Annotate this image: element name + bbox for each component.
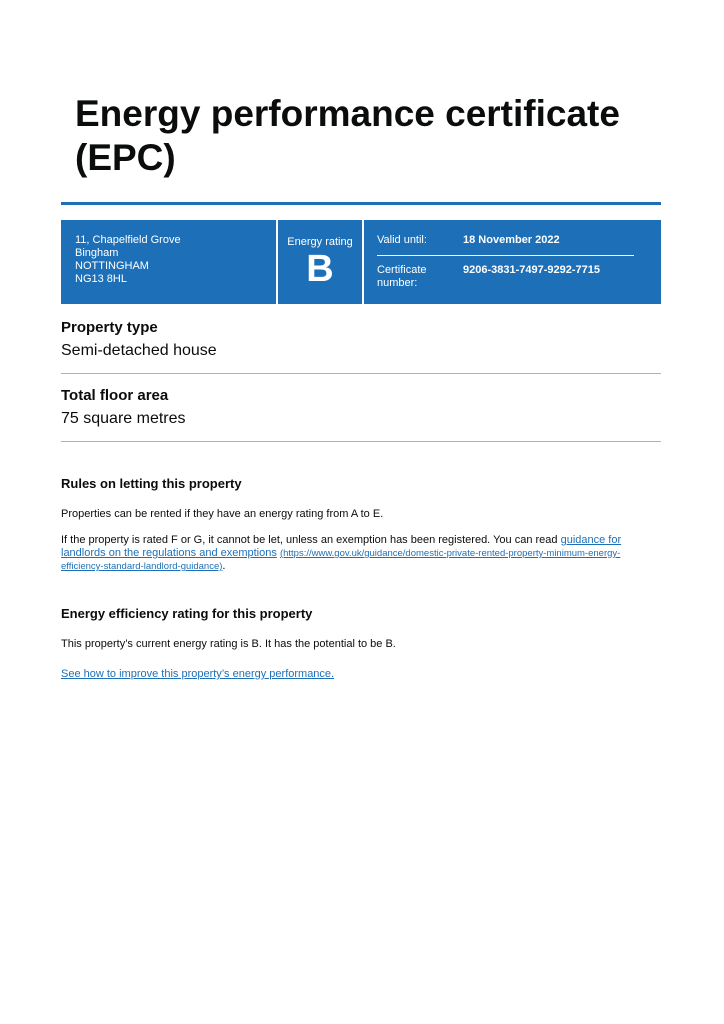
address-line-1: 11, Chapelfield Grove [75, 234, 181, 246]
energy-rating-label: Energy rating [287, 236, 353, 248]
letting-rules-paragraph: Properties can be rented if they have an energy rating from A to E. [61, 508, 384, 520]
energy-rating-letter: B [306, 248, 334, 290]
certificate-number-label: Certificate number: [377, 264, 427, 289]
improve-paragraph [61, 668, 661, 681]
address-line-4: NG13 8HL [75, 273, 127, 285]
address-line-3: NOTTINGHAM [75, 260, 149, 272]
section-divider [61, 373, 661, 374]
details-divider [377, 255, 634, 256]
valid-until-label: Valid until: [377, 234, 427, 246]
address-line-2: Bingham [75, 247, 119, 259]
certificate-details [364, 220, 661, 304]
summary-box [61, 220, 661, 304]
exemption-text: If the property is rated F or G, it cannot be let, unless an exemption has been registered. You can read [61, 534, 561, 546]
property-type-heading: Property type [61, 319, 158, 336]
valid-until-value: 18 November 2022 [463, 234, 560, 246]
floor-area-heading: Total floor area [61, 387, 169, 404]
efficiency-heading: Energy efficiency rating for this property [61, 606, 313, 621]
energy-rating-block [278, 220, 362, 304]
landlord-guidance-link[interactable]: guidance for landlords on the regulations and exemptions [61, 534, 622, 559]
property-type-value: Semi-detached house [61, 342, 217, 359]
floor-area-value: 75 square metres [61, 410, 186, 427]
exemption-text-end: . [222, 560, 226, 572]
certificate-number-value: 9206-3831-7497-9292-7715 [463, 264, 601, 276]
letting-rules-heading: Rules on letting this property [61, 476, 242, 491]
section-divider [61, 441, 661, 442]
efficiency-paragraph: This property’s current energy rating is B. It has the potential to be B. [61, 638, 396, 650]
title-divider [61, 202, 661, 205]
improve-performance-link[interactable]: See how to improve this property’s energy performance. [61, 668, 335, 680]
landlord-guidance-url[interactable]: (https://www.gov.uk/guidance/domestic-private-rented-property-minimum-energy-efficiency-standard-landlord-guidance) [61, 548, 621, 572]
exemption-paragraph [61, 534, 661, 573]
page-title: Energy performance certificate (EPC) [75, 93, 620, 178]
address-block [61, 220, 276, 304]
